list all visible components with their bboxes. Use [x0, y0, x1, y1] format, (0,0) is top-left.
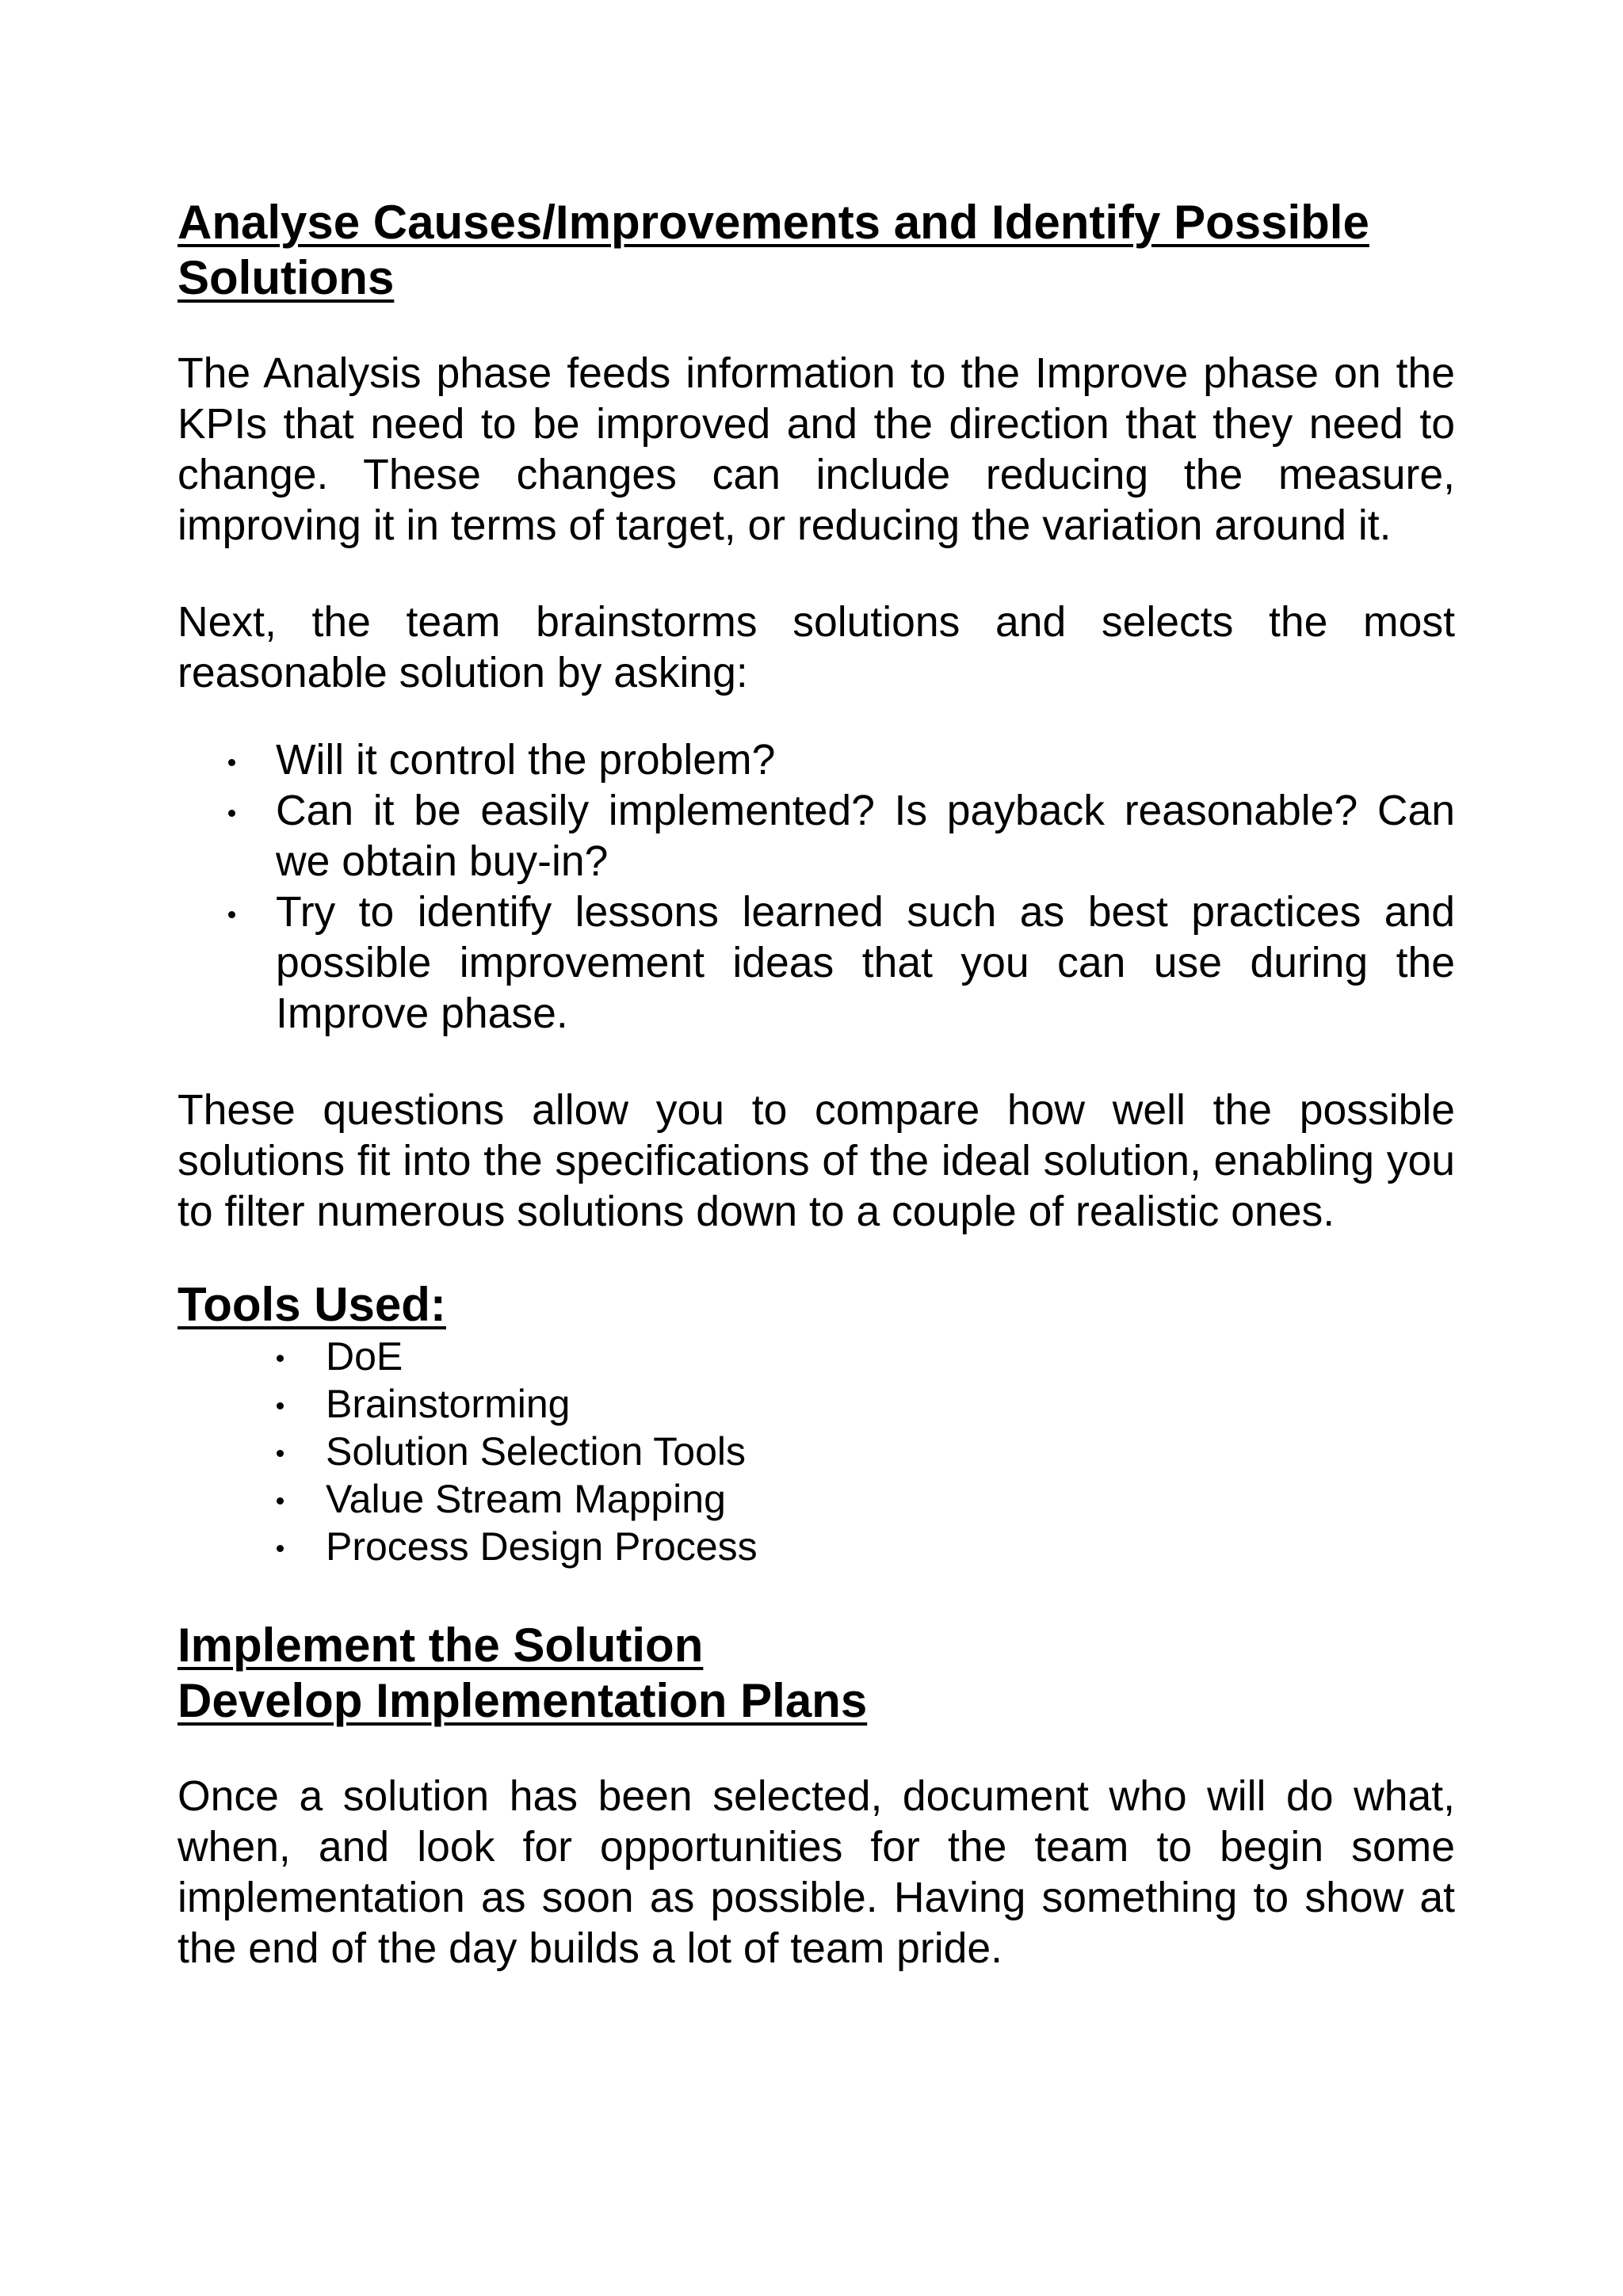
- heading-line: Analyse Causes/Improvements and Identify Possible: [178, 196, 1369, 249]
- section-heading-implement: [178, 1618, 1455, 1729]
- heading-line: Implement the Solution: [178, 1619, 704, 1672]
- list-item: Brainstorming: [178, 1380, 1455, 1428]
- paragraph-implementation: Once a solution has been selected, document who will do what, when, and look for opportunities for the team to begin some implementation as soon as possible. Having something to show at the end of the day builds a lot of team pride.: [178, 1773, 1455, 1972]
- solution-questions-list: [178, 735, 1455, 1039]
- heading-line: Develop Implementation Plans: [178, 1674, 868, 1727]
- list-item: Value Stream Mapping: [178, 1475, 1455, 1523]
- tools-list: [178, 1333, 1455, 1570]
- document-page: [178, 195, 1455, 1974]
- list-item: Try to identify lessons learned such as best practices and possible improvement ideas that you can use during the Improve phase.: [178, 887, 1455, 1039]
- paragraph-analysis-phase: The Analysis phase feeds information to the Improve phase on the KPIs that need to be improved and the direction that they need to change. These changes can include reducing the measure, improving it in terms of target, or reducing the variation around it.: [178, 350, 1455, 549]
- list-item: Process Design Process: [178, 1523, 1455, 1570]
- list-item: Will it control the problem?: [178, 735, 1455, 786]
- tools-used-heading: Tools Used:: [178, 1278, 446, 1331]
- list-item: Can it be easily implemented? Is payback reasonable? Can we obtain buy-in?: [178, 786, 1455, 887]
- list-item: DoE: [178, 1333, 1455, 1380]
- list-item: Solution Selection Tools: [178, 1428, 1455, 1475]
- section-heading-analyse: [178, 195, 1455, 306]
- heading-line: Solutions: [178, 251, 395, 304]
- paragraph-compare-solutions: These questions allow you to compare how well the possible solutions fit into the specifications of the ideal solution, enabling you to filter numerous solutions down to a couple of realistic ones.: [178, 1087, 1455, 1235]
- paragraph-brainstorm: Next, the team brainstorms solutions and selects the most reasonable solution by asking:: [178, 599, 1455, 696]
